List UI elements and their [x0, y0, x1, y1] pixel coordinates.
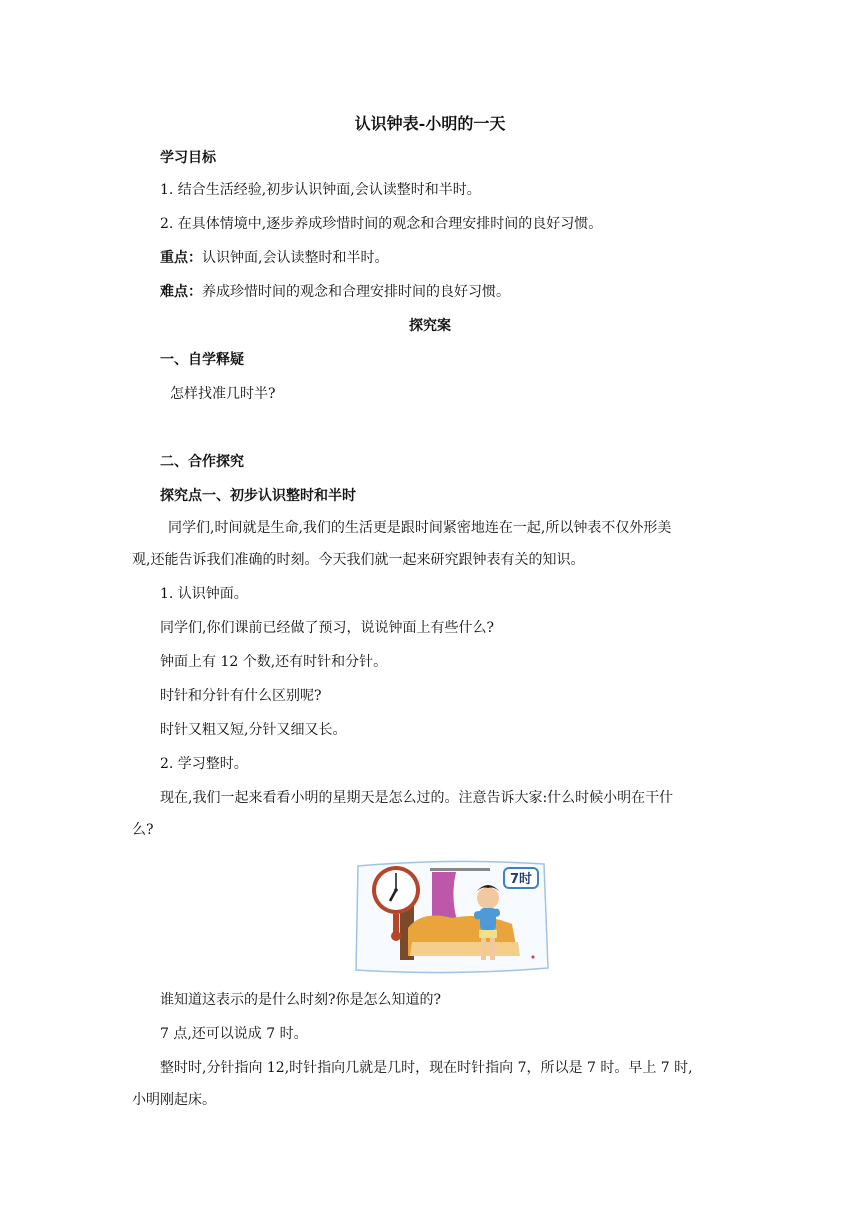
- final-line-2: 小明刚起床。: [132, 1092, 216, 1108]
- objectives-heading: 学习目标: [160, 150, 216, 166]
- question-3: 谁知道这表示的是什么时刻?你是怎么知道的?: [160, 992, 442, 1008]
- question-2: 时针和分针有什么区别呢?: [160, 688, 322, 704]
- question-1: 同学们,你们课前已经做了预习，说说钟面上有些什么?: [160, 620, 494, 636]
- part2-subheading: 探究点一、初步认识整时和半时: [160, 488, 356, 504]
- intro-line-1: 同学们,时间就是生命,我们的生活更是跟时间紧密地连在一起,所以钟表不仅外形美: [168, 520, 672, 536]
- objective-1: 1. 结合生活经验,初步认识钟面,会认读整时和半时。: [160, 182, 481, 198]
- item-1: 1. 认识钟面。: [160, 586, 248, 602]
- intro-line-2: 观,还能告诉我们准确的时刻。今天我们就一起来研究跟钟表有关的知识。: [132, 552, 585, 568]
- key-point: [160, 248, 388, 268]
- answer-3: 7 点,还可以说成 7 时。: [160, 1026, 308, 1042]
- answer-1: 钟面上有 12 个数,还有时针和分针。: [160, 654, 388, 670]
- difficulty: [160, 282, 510, 302]
- part2-heading: 二、合作探究: [160, 454, 244, 470]
- para-line-1: 现在,我们一起来看看小明的星期天是怎么过的。注意告诉大家:什么时候小明在干什: [160, 790, 674, 806]
- doc-title: 认识钟表-小明的一天: [354, 114, 506, 133]
- key-point-text: 认识钟面,会认读整时和半时。: [202, 250, 389, 266]
- part1-heading: 一、自学释疑: [160, 352, 244, 368]
- wakeup-illustration: [352, 858, 550, 974]
- part1-question: 怎样找准几时半?: [170, 386, 276, 402]
- difficulty-label: 难点：: [160, 284, 202, 300]
- para-line-2: 么?: [132, 822, 154, 838]
- key-point-label: 重点：: [160, 250, 202, 266]
- difficulty-text: 养成珍惜时间的观念和合理安排时间的良好习惯。: [202, 284, 510, 300]
- section-title: 探究案: [409, 318, 451, 334]
- final-line-1: 整时时,分针指向 12,时针指向几就是几时，现在时针指向 7，所以是 7 时。早上 7 时,: [160, 1060, 693, 1076]
- objective-2: 2. 在具体情境中,逐步养成珍惜时间的观念和合理安排时间的良好习惯。: [160, 216, 603, 232]
- answer-2: 时针又粗又短,分针又细又长。: [160, 722, 347, 738]
- item-2: 2. 学习整时。: [160, 756, 248, 772]
- time-badge-label: 7时: [509, 872, 533, 887]
